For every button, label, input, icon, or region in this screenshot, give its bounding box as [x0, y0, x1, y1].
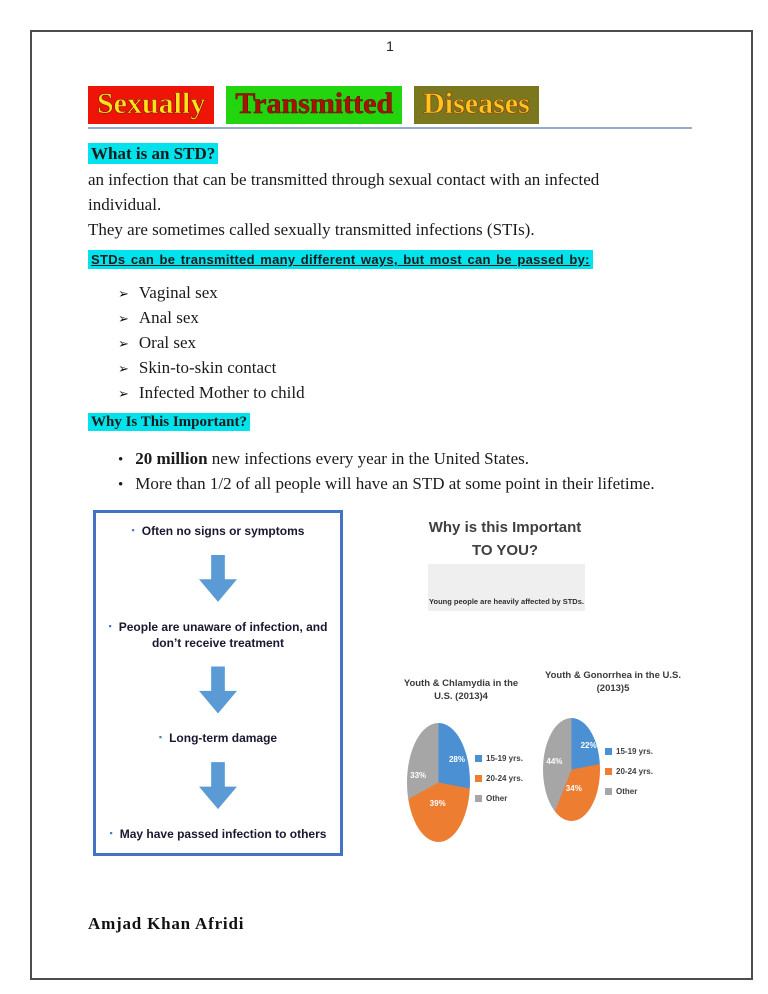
flow-step: ▪ People are unaware of infection, and don’t receive treatment — [108, 619, 328, 650]
legend-row: 15-19 yrs. — [475, 754, 523, 763]
heading-what-is-an-std: What is an STD? — [88, 144, 692, 164]
title-word-transmitted: Transmitted — [226, 86, 402, 124]
legend-swatch — [475, 755, 482, 762]
body-line: an infection that can be transmitted through sexual contact with an infected individual. — [88, 170, 600, 214]
chart-title-chlamydia: Youth & Chlamydia in the U.S. (2013)4 — [403, 678, 519, 702]
title-word-sexually: Sexually — [88, 86, 214, 124]
legend-row: 15-19 yrs. — [605, 747, 653, 756]
legend-swatch — [475, 795, 482, 802]
down-arrow-icon — [199, 666, 237, 713]
square-bullet-icon: ▪ — [108, 620, 112, 631]
pie-slice-label: 22% — [580, 740, 597, 750]
flowchart-image — [93, 510, 343, 856]
heading-transmission-ways: STDs can be transmitted many different ways, but most can be passed by: — [88, 252, 692, 267]
square-bullet-icon: ▪ — [131, 525, 135, 535]
arrow-bullet-icon: ➢ — [118, 336, 129, 351]
list-item: ➢ Infected Mother to child — [118, 383, 305, 402]
author-name: Amjad Khan Afridi — [88, 914, 245, 933]
list-item: • More than 1/2 of all people will have an STD at some point in their lifetime. — [118, 474, 655, 493]
list-item: • 20 million new infections every year in the United States. — [118, 449, 530, 468]
square-bullet-icon: ▪ — [158, 732, 163, 743]
legend-chlamydia — [475, 754, 523, 814]
down-arrow-icon — [199, 762, 237, 809]
title-underline-rule — [88, 127, 692, 129]
chart-title-gonorrhea: Youth & Gonorrhea in the U.S. (2013)5 — [545, 670, 681, 694]
list-item: ➢ Skin-to-skin contact — [118, 358, 277, 377]
infographic-gray-box — [428, 564, 585, 611]
legend-row: Other — [475, 794, 523, 803]
document-page — [88, 38, 692, 934]
dot-bullet-icon: • — [118, 452, 124, 468]
page-title — [88, 86, 692, 124]
legend-row: 20-24 yrs. — [475, 774, 523, 783]
list-item: ➢ Anal sex — [118, 308, 199, 327]
page-number: 1 — [386, 38, 394, 54]
legend-gonorrhea — [605, 747, 653, 807]
list-item: ➢ Vaginal sex — [118, 283, 218, 302]
arrow-bullet-icon: ➢ — [118, 311, 129, 326]
flow-step: ▪ Often no signs or symptoms — [131, 524, 305, 538]
pie-slice-label: 33% — [410, 770, 427, 780]
infographic-caption: Young people are heavily affected by STDs. — [429, 597, 584, 606]
paragraph-std-definition — [88, 167, 673, 242]
legend-swatch — [605, 748, 612, 755]
legend-row: 20-24 yrs. — [605, 767, 653, 776]
flow-step: ▪ May have passed infection to others — [109, 826, 327, 841]
arrow-bullet-icon: ➢ — [118, 286, 129, 301]
pie-slice-label: 44% — [546, 757, 563, 767]
pie-slice-label: 34% — [565, 783, 582, 793]
legend-row: Other — [605, 787, 653, 796]
title-word-diseases: Diseases — [414, 86, 539, 124]
transmission-list — [118, 281, 692, 406]
pie-chart-chlamydia — [407, 723, 470, 842]
heading-why-important: Why Is This Important? — [88, 414, 692, 431]
square-bullet-icon: ▪ — [109, 827, 113, 838]
pie-slice-label: 39% — [429, 799, 446, 809]
list-item: ➢ Oral sex — [118, 333, 197, 352]
dot-bullet-icon: • — [118, 477, 124, 493]
legend-swatch — [605, 768, 612, 775]
arrow-bullet-icon: ➢ — [118, 361, 129, 376]
legend-swatch — [605, 788, 612, 795]
figures-row — [88, 508, 692, 869]
arrow-bullet-icon: ➢ — [118, 386, 129, 401]
body-line: They are sometimes called sexually transmitted infections (STIs). — [88, 220, 535, 239]
flow-step: ▪ Long-term damage — [158, 731, 278, 746]
legend-swatch — [475, 775, 482, 782]
down-arrow-icon — [199, 555, 237, 602]
infographic-header: Why is this Important TO YOU? — [428, 519, 582, 559]
importance-list — [118, 447, 692, 497]
pie-chart-gonorrhea — [543, 718, 600, 821]
pie-slice-label: 28% — [448, 755, 465, 765]
